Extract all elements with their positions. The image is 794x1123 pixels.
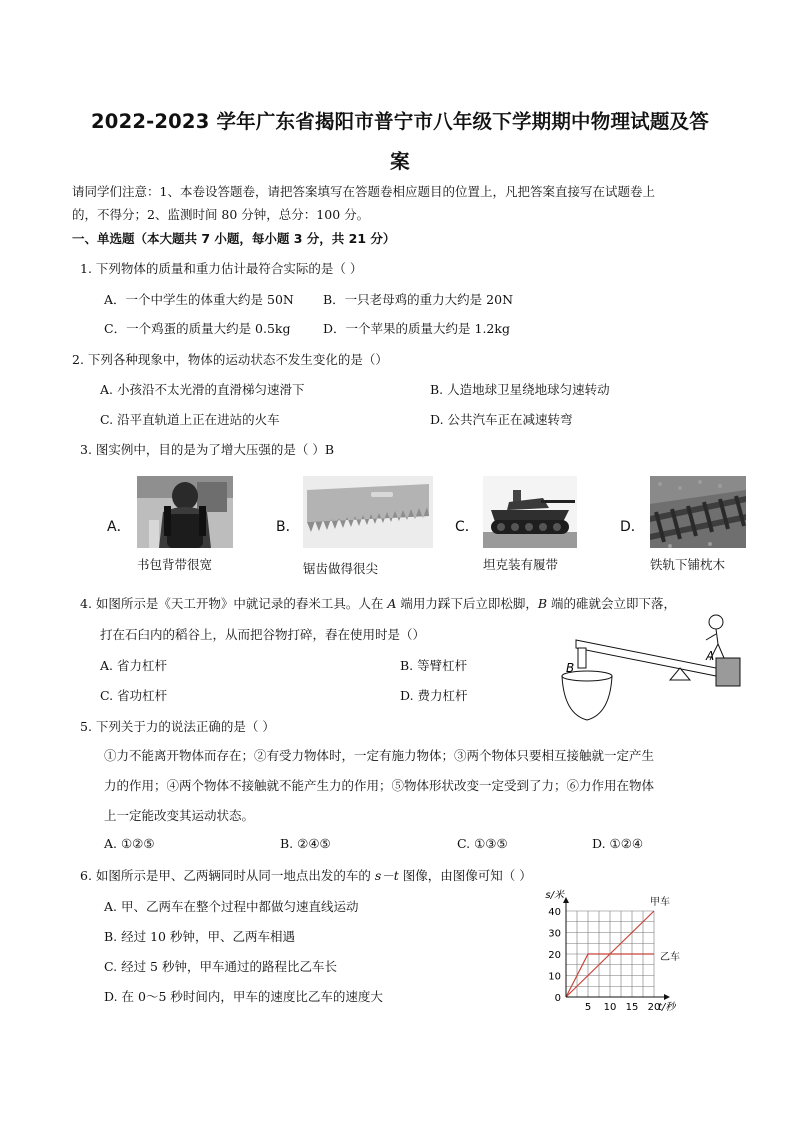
question-2-option-c: C. 沿平直轨道上正在进站的火车 <box>100 412 280 427</box>
series-label-yi: 乙车 <box>660 952 680 963</box>
question-1-option-c: C．一个鸡蛋的质量大约是 0.5kg <box>104 321 291 336</box>
lever-label-b: B <box>566 661 575 675</box>
question-4-stem-part-1: 4. 如图所示是《天工开物》中就记录的舂米工具。人在 <box>80 596 388 611</box>
question-2-option-d: D. 公共汽车正在减速转弯 <box>430 412 573 427</box>
question-5-stem: 5. 下列关于力的说法正确的是（ ） <box>80 719 275 734</box>
saw-photo <box>303 476 433 548</box>
question-1-option-d: D．一个苹果的质量大约是 1.2kg <box>323 321 510 336</box>
question-5-option-c: C. ①③⑤ <box>457 836 508 851</box>
question-4-option-a: A. 省力杠杆 <box>100 658 167 673</box>
pestle-lever-figure <box>540 610 750 730</box>
question-2-stem: 2. 下列各种现象中，物体的运动状态不发生变化的是（） <box>72 352 388 367</box>
question-4-stem-line-2: 打在石臼内的稻谷上，从而把谷物打碎，舂在使用时是（） <box>100 627 426 642</box>
question-5-option-b: B. ②④⑤ <box>280 836 331 851</box>
question-4-stem-part-2: 端用力踩下后立即松脚， <box>396 596 538 611</box>
question-6-option-c: C. 经过 5 秒钟，甲车通过的路程比乙车长 <box>104 959 337 974</box>
question-5-body-line-2: 力的作用；④两个物体不接触就不能产生力的作用；⑤物体形状改变一定受到了力；⑥力作用在物体 <box>104 778 655 793</box>
x-tick-label: 20 <box>647 1002 661 1013</box>
section-heading: 一、单选题（本大题共 7 小题，每小题 3 分，共 21 分） <box>72 231 396 246</box>
schoolbag-photo <box>137 476 233 548</box>
x-tick-label: 10 <box>603 1002 617 1013</box>
question-6-stem <box>80 866 532 884</box>
s-t-chart <box>530 884 700 1014</box>
page-title-continued: 案 <box>390 150 410 173</box>
question-2-option-b: B. 人造地球卫星绕地球匀速转动 <box>430 382 610 397</box>
y-tick-label: 30 <box>548 928 561 940</box>
question-4-option-d: D. 费力杠杆 <box>400 688 468 703</box>
railway-photo <box>650 476 746 548</box>
x-tick-label: 5 <box>584 1002 592 1013</box>
series-label-jia: 甲车 <box>650 897 670 908</box>
question-3-option-d-caption: 铁轨下铺枕木 <box>650 557 726 572</box>
question-4-stem-part-3: 端的碓就会立即下落， <box>547 596 677 611</box>
y-tick-label: 20 <box>548 950 561 961</box>
notice-line-1: 请同学们注意：1、本卷设答题卷，请把答案填写在答题卷相应题目的位置上，凡把答案直接写在试题卷上 <box>72 184 655 199</box>
question-1-stem: 1. 下列物体的质量和重力估计最符合实际的是（ ） <box>80 261 363 276</box>
y-tick-label: 40 <box>548 907 561 918</box>
question-3-option-d-letter: D． <box>620 519 645 535</box>
question-4-option-b: B. 等臂杠杆 <box>400 658 468 673</box>
question-3-option-a-letter: A． <box>107 519 131 535</box>
question-6-stem-part-2: 图像，由图像可知（ ） <box>398 868 532 883</box>
question-6-stem-st: s－t <box>374 868 399 883</box>
question-6-option-d: D. 在 0～5 秒时间内，甲车的速度比乙车的速度大 <box>104 989 383 1004</box>
question-6-stem-part-1: 6. 如图所示是甲、乙两辆同时从同一地点出发的车的 <box>80 868 375 883</box>
question-5-body-line-1: ①力不能离开物体而存在；②有受力物体时，一定有施力物体；③两个物体只要相互接触就一定产生 <box>104 748 655 763</box>
question-5-option-a: A. ①②⑤ <box>104 836 155 851</box>
notice-line-2: 的，不得分；2、监测时间 80 分钟，总分：100 分。 <box>72 207 370 222</box>
lever-label-a: A <box>706 649 715 663</box>
y-axis-label: s/米 <box>545 890 564 901</box>
question-3-option-b-caption: 锯齿做得很尖 <box>303 561 379 576</box>
question-6-option-a: A. 甲、乙两车在整个过程中都做匀速直线运动 <box>104 899 359 914</box>
x-axis-arrow <box>664 994 670 1000</box>
question-3-option-c-letter: C． <box>455 519 479 535</box>
x-axis-label: t/秒 <box>658 1002 676 1013</box>
tank-photo <box>483 476 577 548</box>
y-tick-label: 0 <box>554 993 561 1004</box>
question-3-option-b-letter: B． <box>276 519 300 535</box>
x-tick-label: 15 <box>625 1002 639 1013</box>
question-3-stem: 3. 图实例中，目的是为了增大压强的是（ ）B <box>80 442 335 457</box>
question-4-option-c: C. 省功杠杆 <box>100 688 168 703</box>
question-4-stem-label-a: A <box>387 596 397 611</box>
question-3-option-c-caption: 坦克装有履带 <box>483 557 559 572</box>
question-1-option-b: B．一只老母鸡的重力大约是 20N <box>323 292 514 307</box>
question-3-option-a-caption: 书包背带很宽 <box>137 557 213 572</box>
question-6-option-b: B. 经过 10 秒钟，甲、乙两车相遇 <box>104 929 295 944</box>
page-title: 2022-2023 学年广东省揭阳市普宁市八年级下学期期中物理试题及答 <box>91 110 709 133</box>
question-5-option-d: D. ①②④ <box>592 836 644 851</box>
question-2-option-a: A. 小孩沿不太光滑的直滑梯匀速滑下 <box>100 382 305 397</box>
y-tick-label: 10 <box>548 971 561 983</box>
question-4-stem-label-b: B <box>537 596 548 611</box>
question-5-body-line-3: 上一定能改变其运动状态。 <box>104 808 255 823</box>
question-1-option-a: A．一个中学生的体重大约是 50N <box>104 292 294 307</box>
